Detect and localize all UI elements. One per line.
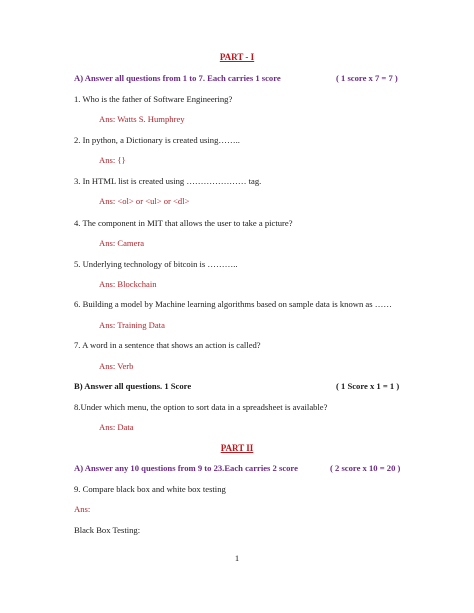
part-2-heading: PART II — [220, 443, 254, 453]
section-b-instruction: B) Answer all questions. 1 Score — [74, 381, 192, 391]
section-a-instruction: A) Answer all questions from 1 to 7. Each carries 1 score — [74, 73, 281, 83]
part-1-heading: PART - I — [219, 52, 255, 62]
answer-2: Ans: {} — [99, 155, 126, 165]
answer-1: Ans: Watts S. Humphrey — [99, 114, 185, 124]
answer-6: Ans: Training Data — [99, 320, 165, 330]
black-box-testing-label: Black Box Testing: — [74, 525, 141, 535]
question-9: 9. Compare black box and white box testing — [74, 484, 226, 494]
answer-7: Ans: Verb — [99, 361, 134, 371]
question-8: 8.Under which menu, the option to sort data in a spreadsheet is available? — [74, 402, 328, 412]
section-a-score: ( 1 score x 7 = 7 ) — [336, 73, 398, 83]
part-2-section-a-score: ( 2 score x 10 = 20 ) — [330, 463, 401, 473]
section-b-score: ( 1 Score x 1 = 1 ) — [336, 381, 400, 391]
question-6: 6. Building a model by Machine learning algorithms based on sample data is known as …… — [74, 299, 392, 309]
question-4: 4. The component in MIT that allows the user to take a picture? — [74, 218, 293, 228]
question-7: 7. A word in a sentence that shows an action is called? — [74, 340, 261, 350]
question-5: 5. Underlying technology of bitcoin is ……….. — [74, 259, 238, 269]
page-number: 1 — [234, 553, 240, 563]
answer-5: Ans: Blockchain — [99, 279, 157, 289]
question-1: 1. Who is the father of Software Engineering? — [74, 94, 233, 104]
question-2: 2. In python, a Dictionary is created using…….. — [74, 135, 240, 145]
answer-4: Ans: Camera — [99, 238, 145, 248]
part-2-section-a-instruction: A) Answer any 10 questions from 9 to 23.Each carries 2 score — [74, 463, 298, 473]
question-3: 3. In HTML list is created using ………………… tag. — [74, 176, 262, 186]
answer-9-label: Ans: — [74, 504, 91, 514]
answer-3: Ans: <ol> or <ul> or <dl> — [99, 196, 190, 206]
answer-8: Ans: Data — [99, 422, 134, 432]
